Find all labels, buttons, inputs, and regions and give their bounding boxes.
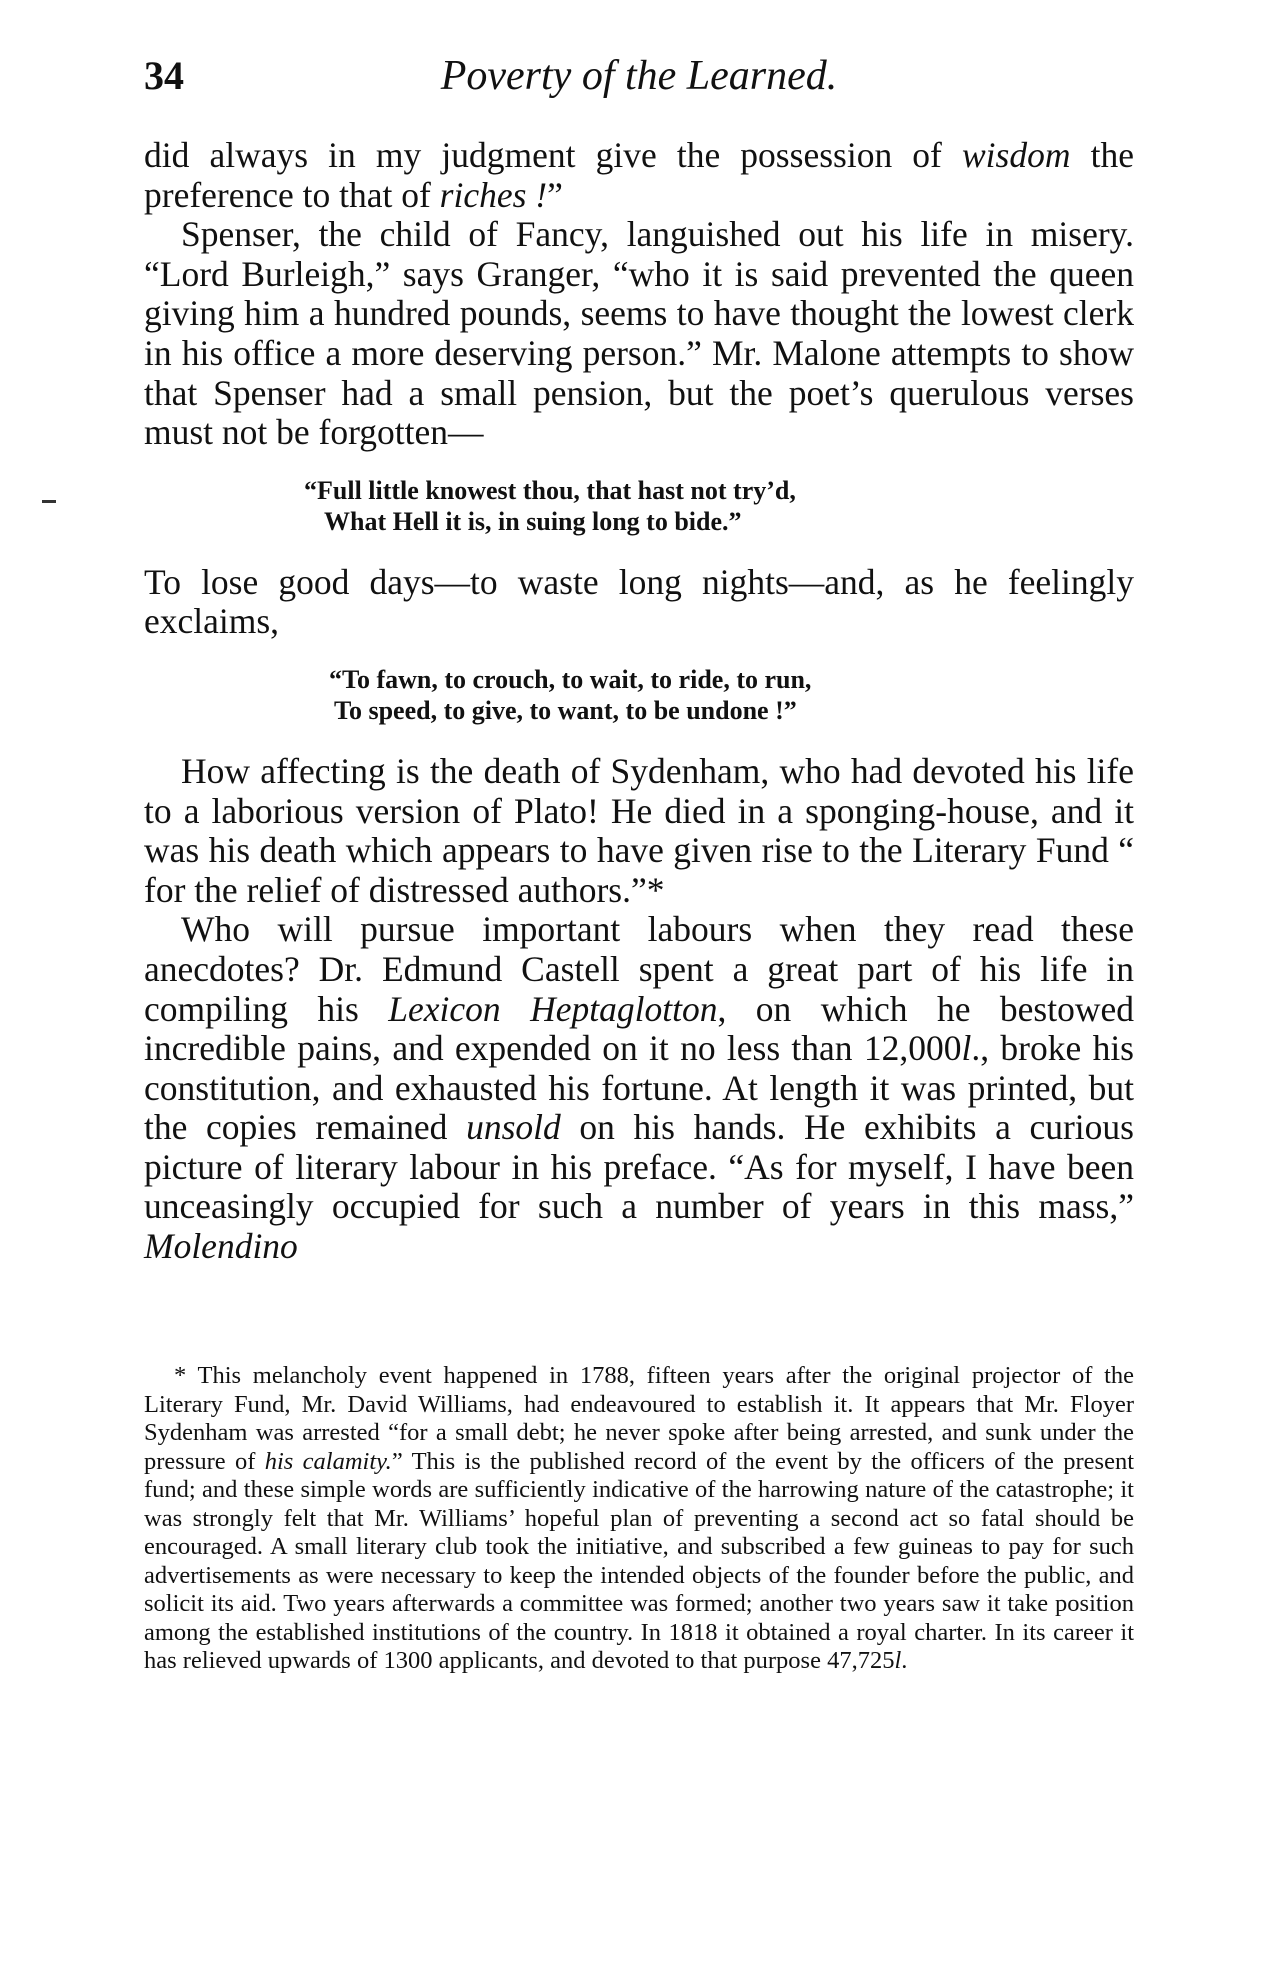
pound-symbol: l (894, 1647, 902, 1674)
text-run: . (901, 1647, 908, 1674)
running-title: Poverty of the Learned. (440, 53, 838, 99)
footnote-text (144, 1362, 1134, 1676)
text-run: the preference to that of (144, 135, 1134, 215)
emphasis-calamity: his calamity. (264, 1447, 392, 1475)
verse-line: To speed, to give, to want, to be undone !” (334, 695, 797, 725)
text-run: ., broke his constitution, and exhausted his fortune. At length it was printed, but the copies remained (144, 1028, 1134, 1148)
paragraph-lose-good-days: To lose good days—to waste long nights—and, as he feelingly exclaims, (144, 561, 1134, 642)
text-run: Who will pursue important labours when they read these anecdotes? Dr. Edmund Castell spent a great part of his life in compiling his (144, 909, 1134, 1029)
emphasis-molendino: Molendino (144, 1226, 298, 1267)
body-text (144, 136, 1134, 1267)
text-run: , on which he bestowed incredible pains, and expended on it no less than 12,000 (144, 988, 1135, 1069)
verse-line: “Full little knowest thou, that hast not try’d, (304, 475, 796, 505)
text-run: did always in my judgment give the possession of (144, 135, 962, 175)
paragraph-spenser: Spenser, the child of Fancy, languished out his life in misery. “Lord Burleigh,” says Granger, “who it is said prevented the queen giving him a hundred pounds, seems to have thought the lowest clerk in his office a more deserving person.” Mr. Malone attempts to show that Spenser had a small pension, but the poet’s querulous verses must not be forgotten— (144, 214, 1134, 453)
text-run: ” This is the published record of the event by the officers of the present fund; and these simple words are sufficiently indicative of the harrowing nature of the catastrophe; it was strongly felt that Mr. Williams’ hopeful plan of preventing a second act so fatal should be encouraged. A small literary club took the initiative, and subscribed a few guineas to pay for such advertisements as were necessary to keep the intended objects of the founder before the public, and solicit its aid. Two years afterwards a committee was formed; another two years saw it take position among the established institutions of the country. In 1818 it obtained a royal charter. In its career it has relieved upwards of 1300 applicants, and devoted to that purpose 47,725 (144, 1447, 1134, 1674)
page-header (144, 52, 1134, 112)
page-number: 34 (144, 53, 184, 98)
verse-line: What Hell it is, in suing long to bide.” (324, 506, 742, 536)
text-run: on his hands. He exhibits a curious picture of literary labour in his preface. “As for myself, I have been unceasingly occupied for such a number of years in this mass,” (144, 1107, 1134, 1227)
verse-line: “To fawn, to crouch, to wait, to ride, to run, (329, 664, 812, 694)
text-run: * This melancholy event happened in 1788, fifteen years after the original projector of the Literary Fund, Mr. David Williams, had endeavoured to establish it. It appears that Mr. Floyer Sydenham was arrested “for a small debt; he never spoke after being arrested, and sunk under the pressure of (144, 1362, 1134, 1475)
paragraph-continuation (144, 136, 1134, 215)
pound-symbol: l (961, 1028, 972, 1069)
paragraph-sydenham: How affecting is the death of Sydenham, who had devoted his life to a laborious version of Plato! He died in a sponging-house, and it was his death which appears to have given rise to the Literary Fund “ for the relief of distressed authors.”* (144, 750, 1134, 910)
margin-mark (42, 500, 56, 503)
footnote (144, 1362, 1134, 1676)
emphasis-unsold: unsold (466, 1107, 561, 1148)
emphasis-wisdom: wisdom (962, 135, 1071, 175)
title-lexicon: Lexicon Heptaglotton (388, 988, 718, 1029)
text-run: ” (547, 174, 563, 215)
emphasis-riches: riches ! (439, 174, 548, 215)
verse-quote-2 (144, 664, 1134, 726)
verse-quote-1 (144, 475, 1134, 537)
paragraph-castell (144, 910, 1134, 1266)
